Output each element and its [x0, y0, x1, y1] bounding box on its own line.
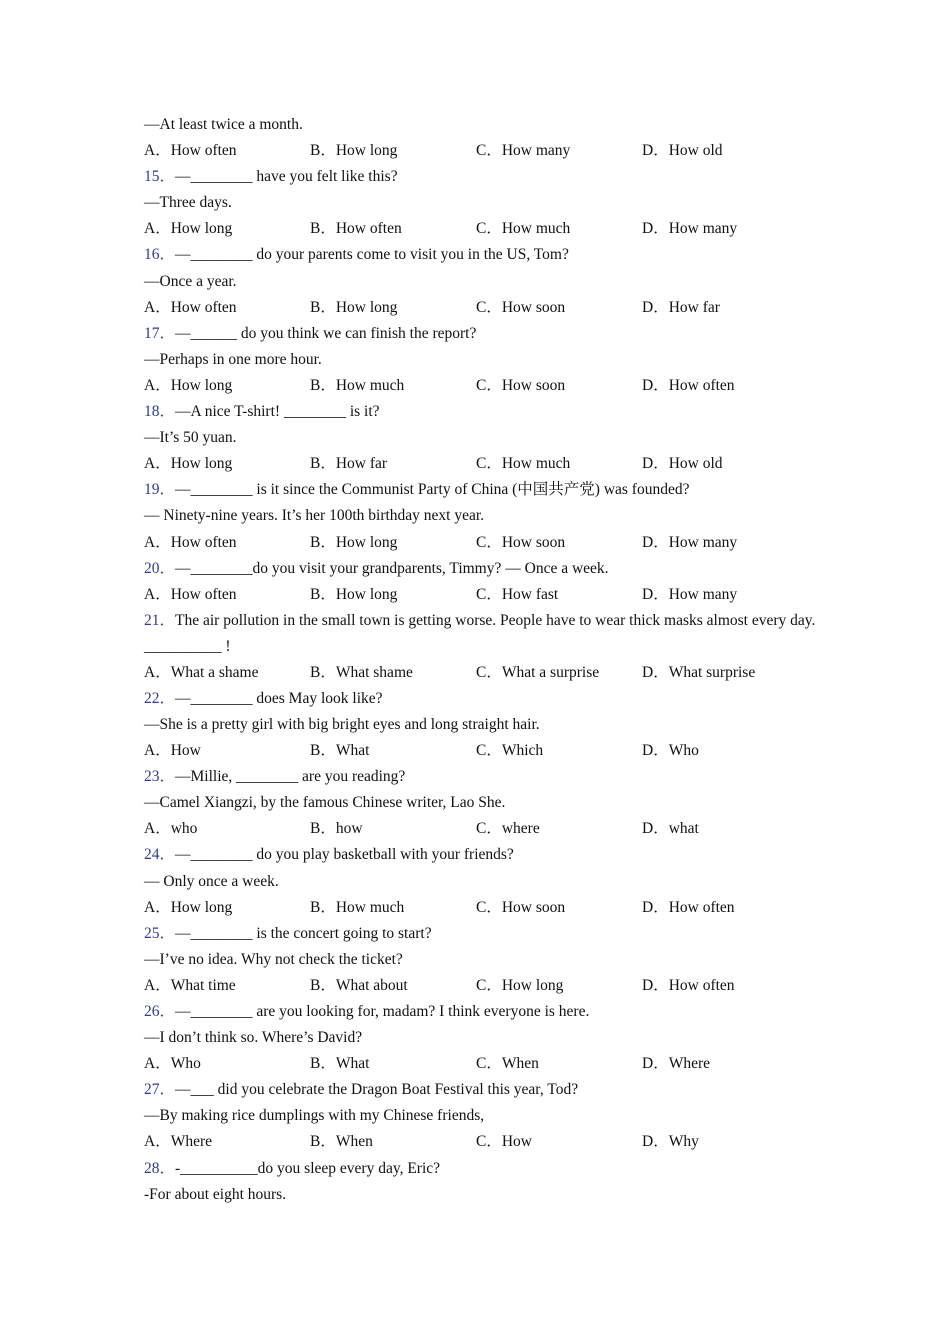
option-d: D．How often	[642, 376, 735, 394]
options-row	[144, 530, 824, 556]
option-b: B．how	[310, 820, 363, 838]
question-number: 16．	[144, 246, 176, 264]
question-number: 28．	[144, 1159, 176, 1177]
option-a: A．who	[144, 820, 198, 838]
question-number: 25．	[144, 924, 176, 942]
option-a: A．How often	[144, 533, 237, 551]
option-b: B．How much	[310, 376, 405, 394]
option-b: B．What	[310, 742, 370, 760]
question-text: —________ have you felt like this?	[175, 168, 398, 186]
question-list	[144, 164, 824, 1208]
question-stem	[144, 608, 824, 660]
question-text: —________ are you looking for, madam? I think everyone is here.	[175, 1003, 590, 1020]
option-a: A．Where	[144, 1133, 212, 1151]
options-row	[144, 895, 824, 921]
option-a: A．How often	[144, 585, 237, 603]
question-number: 18．	[144, 403, 176, 421]
question-stem	[144, 321, 824, 347]
option-a: A．How long	[144, 898, 233, 916]
option-b: B．How long	[310, 585, 398, 603]
option-a: A．What time	[144, 976, 236, 994]
question-number: 19．	[144, 481, 176, 499]
question-answer: — Only once a week.	[144, 872, 279, 890]
option-c: C．How long	[476, 976, 564, 994]
intro-answer: —At least twice a month.	[144, 116, 303, 133]
question-text: —A nice T-shirt! ________ is it?	[175, 403, 380, 421]
question-stem	[144, 999, 824, 1025]
question-number: 23．	[144, 768, 176, 786]
question-text: —________ does May look like?	[175, 689, 383, 707]
options-row	[144, 816, 824, 842]
option-b: B．How long	[310, 533, 398, 551]
question-number: 26．	[144, 1003, 176, 1020]
options-row	[144, 582, 824, 608]
option-d: D．How often	[642, 976, 735, 994]
question-text: —________ is it since the Communist Party of China (中国共产党) was founded?	[175, 481, 690, 499]
option-a: A．How	[144, 742, 201, 760]
question-text: —________ do your parents come to visit you in the US, Tom?	[175, 246, 569, 264]
question-stem	[144, 764, 824, 790]
option-d: D．Who	[642, 742, 699, 760]
question-text: —______ do you think we can finish the report?	[175, 324, 477, 342]
option-d: D．How old	[642, 142, 723, 160]
question-stem	[144, 1156, 824, 1182]
option-c: C．How	[476, 1133, 532, 1151]
option-c: C．How soon	[476, 533, 566, 551]
option-d: D．what	[642, 820, 699, 838]
question-stem	[144, 477, 824, 503]
question-answer: — Ninety-nine years. It’s her 100th birthday next year.	[144, 507, 485, 525]
option-d: D．How many	[642, 533, 738, 551]
question-answer: -For about eight hours.	[144, 1185, 287, 1203]
question-answer: —It’s 50 yuan.	[144, 429, 237, 447]
option-b: B．What	[310, 1055, 370, 1073]
option-b: B．How far	[310, 455, 388, 473]
question-number: 20．	[144, 559, 176, 577]
option-c: C．How soon	[476, 898, 566, 916]
options-row	[144, 216, 824, 242]
options-row	[144, 1129, 824, 1155]
question-text: -__________do you sleep every day, Eric?	[175, 1159, 441, 1177]
question-answer: —Three days.	[144, 194, 232, 212]
worksheet-page	[144, 112, 824, 1208]
question-number: 24．	[144, 846, 176, 864]
question-stem	[144, 164, 824, 190]
question-number: 15．	[144, 168, 176, 186]
question-answer: —Perhaps in one more hour.	[144, 350, 322, 368]
option-b: B．How often	[310, 220, 402, 238]
option-d: D．How many	[642, 585, 738, 603]
question-stem	[144, 399, 824, 425]
question-text: —________do you visit your grandparents, Timmy? — Once a week.	[175, 559, 609, 577]
options-row	[144, 738, 824, 764]
options-row	[144, 451, 824, 477]
question-stem	[144, 686, 824, 712]
question-stem	[144, 556, 824, 582]
option-c: C．What a surprise	[476, 663, 600, 681]
option-a: A．How long	[144, 376, 233, 394]
question-stem	[144, 242, 824, 268]
option-d: D．Why	[642, 1133, 699, 1151]
option-c: C．How many	[476, 142, 571, 160]
option-b: B．How long	[310, 142, 398, 160]
intro-options	[144, 138, 824, 164]
question-text: The air pollution in the small town is getting worse. People have to wear thick masks almost every day. __________ !	[144, 611, 816, 655]
option-a: A．How long	[144, 220, 233, 238]
options-row	[144, 1051, 824, 1077]
option-c: C．How much	[476, 455, 571, 473]
option-d: D．What surprise	[642, 663, 756, 681]
question-answer: —By making rice dumplings with my Chinese friends,	[144, 1107, 485, 1125]
option-c: C．where	[476, 820, 540, 838]
options-row	[144, 373, 824, 399]
option-a: A．How often	[144, 142, 237, 160]
question-answer: —Camel Xiangzi, by the famous Chinese writer, Lao She.	[144, 794, 506, 812]
question-text: —Millie, ________ are you reading?	[175, 768, 406, 786]
option-d: D．How far	[642, 298, 720, 316]
option-b: B．How long	[310, 298, 398, 316]
question-answer: —I don’t think so. Where’s David?	[144, 1029, 363, 1047]
option-d: D．Where	[642, 1055, 710, 1073]
question-answer: —She is a pretty girl with big bright eyes and long straight hair.	[144, 715, 540, 733]
question-stem	[144, 842, 824, 868]
option-a: A．Who	[144, 1055, 201, 1073]
option-c: C．How fast	[476, 585, 559, 603]
question-number: 22．	[144, 689, 176, 707]
question-answer: —I’ve no idea. Why not check the ticket?	[144, 950, 403, 968]
option-c: C．How soon	[476, 376, 566, 394]
question-number: 27．	[144, 1081, 176, 1099]
question-number: 21．	[144, 611, 176, 629]
option-d: D．How old	[642, 455, 723, 473]
option-c: C．How much	[476, 220, 571, 238]
option-a: A．How long	[144, 455, 233, 473]
option-a: A．How often	[144, 298, 237, 316]
options-row	[144, 295, 824, 321]
option-d: D．How often	[642, 898, 735, 916]
question-text: —________ is the concert going to start?	[175, 924, 432, 942]
question-stem	[144, 921, 824, 947]
option-d: D．How many	[642, 220, 738, 238]
question-text: —________ do you play basketball with your friends?	[175, 846, 514, 864]
question-number: 17．	[144, 324, 176, 342]
question-answer: —Once a year.	[144, 272, 237, 290]
option-b: B．What shame	[310, 663, 413, 681]
option-b: B．When	[310, 1133, 373, 1151]
options-row	[144, 660, 824, 686]
options-row	[144, 973, 824, 999]
question-text: —___ did you celebrate the Dragon Boat Festival this year, Tod?	[175, 1081, 579, 1099]
option-c: C．Which	[476, 742, 544, 760]
option-b: B．How much	[310, 898, 405, 916]
question-stem	[144, 1077, 824, 1103]
option-a: A．What a shame	[144, 663, 259, 681]
option-b: B．What about	[310, 976, 408, 994]
option-c: C．How soon	[476, 298, 566, 316]
option-c: C．When	[476, 1055, 539, 1073]
